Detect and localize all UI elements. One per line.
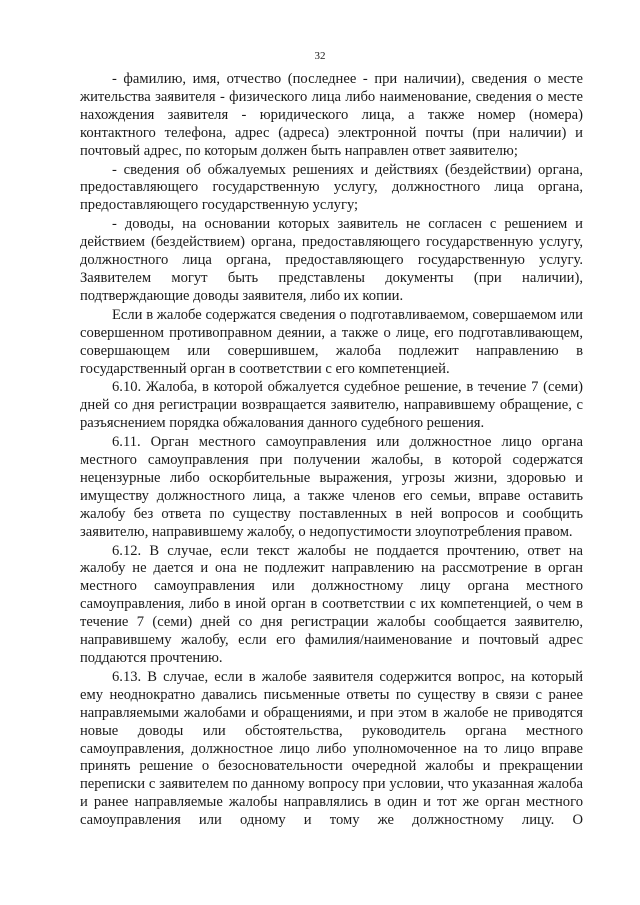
paragraph-6-13: 6.13. В случае, если в жалобе заявителя содержится вопрос, на который ему неоднократно давались письменные ответы по существу в связи с ранее направляемыми жалобами и обращениями, и при этом в жалобе не приводятся новые доводы или обстоятельства, руководитель органа местного самоуправления, должностное лицо либо уполномоченное на то лицо вправе принять решение о безосновательности очередной жалобы и прекращении переписки с заявителем по данному вопросу при условии, что указанная жалоба и ранее направляемые жалобы направлялись в один и тот же орган местного самоуправления или одному и тому же должностному лицу. О xyxy=(80,668,583,829)
paragraph-unlawful-act: Если в жалобе содержатся сведения о подготавливаемом, совершаемом или совершенном противоправном деянии, а также о лице, его подготавливающем, совершающем или совершившем, жалоба подлежит направлению в государственный орган в соответствии с его компетенцией. xyxy=(80,306,583,377)
paragraph-applicant-details: - фамилию, имя, отчество (последнее - при наличии), сведения о месте жительства заявителя - физического лица либо наименование, сведения о месте нахождения заявителя - юридического лица, а также номер (номера) контактного телефона, адрес (адреса) электронной почты (при наличии) и почтовый адрес, по которым должен быть направлен ответ заявителю; xyxy=(80,71,583,159)
paragraph-appealed-decisions: - сведения об обжалуемых решениях и действиях (бездействии) органа, предоставляющего государственную услугу, должностного лица органа, предоставляющего государственную услугу; xyxy=(80,161,583,214)
paragraph-6-12: 6.12. В случае, если текст жалобы не поддается прочтению, ответ на жалобу не дается и она не подлежит направлению на рассмотрение в орган местного самоуправления или должностному лицу органа местного самоуправления, либо в иной орган в соответствии с их компетенцией, о чем в течение 7 (семи) дней со дня регистрации жалобы сообщается заявителю, направившему жалобу, если его фамилия/наименование и почтовый адрес поддаются прочтению. xyxy=(80,542,583,666)
paragraph-6-11: 6.11. Орган местного самоуправления или должностное лицо органа местного самоуправления при получении жалобы, в которой содержатся нецензурные либо оскорбительные выражения, угрозы жизни, здоровью и имуществу должностного лица, а также членов его семьи, вправе оставить жалобу без ответа по существу поставленных в ней вопросов и сообщить заявителю, направившему жалобу, о недопустимости злоупотребления правом. xyxy=(80,434,583,540)
page-number: 32 xyxy=(314,50,326,62)
paragraph-6-10: 6.10. Жалоба, в которой обжалуется судебное решение, в течение 7 (семи) дней со дня регистрации возвращается заявителю, направившему обращение, с разъяснением порядка обжалования данного судебного решения. xyxy=(80,379,583,432)
document-body xyxy=(80,71,583,830)
paragraph-arguments: - доводы, на основании которых заявитель не согласен с решением и действием (бездействием) органа, предоставляющего государственную услугу, должностного лица органа, предоставляющего государственную услугу. Заявителем могут быть представлены документы (при наличии), подтверждающие доводы заявителя, либо их копии. xyxy=(80,216,583,304)
